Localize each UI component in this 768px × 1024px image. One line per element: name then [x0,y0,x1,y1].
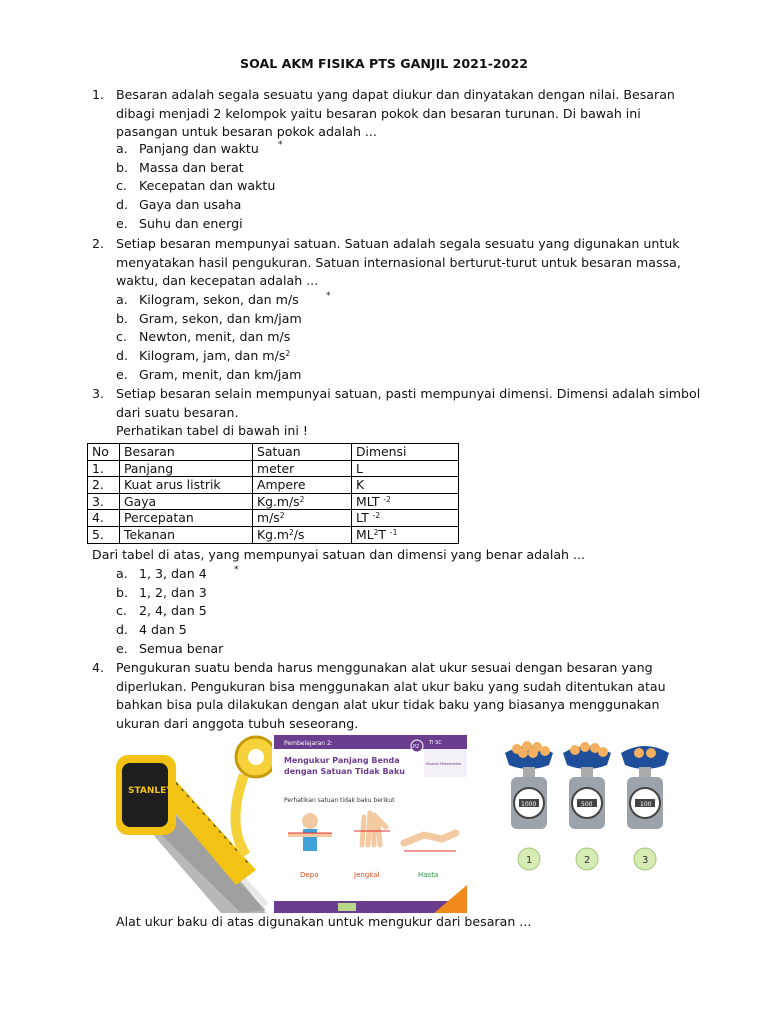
image-question: Alat ukur baku di atas digunakan untuk mengukur dari besaran ... [116,914,532,929]
table-row: 4. Percepatan $m/s^2$ LT $^{-2}$ [88,510,459,527]
measurement-images [116,735,702,913]
slide-badge: P2 [413,744,420,750]
table-header-row: No Besaran Satuan Dimensi [88,444,459,461]
question-3 [92,385,702,441]
document-page: SOAL AKM FISIKA PTS GANJIL 2021-2022 1. Besaran adalah segala sesuatu yang dapat diukur dan dinyatakan dengan nilai. Besaran dibagi menjadi 2 kelompok yaitu besaran pokok dan besaran turunan. Di bawah ini pasangan untuk besaran pokok adalah ... a. Panjang dan waktu * b. Massa dan berat c. Kecepatan dan waktu d. Gaya dan usaha e. Suhu dan energi 2. Setiap besaran mempunyai satuan. Satuan adalah segala sesuatu yang digunakan untuk menyatakan hasil pengukuran. Satuan internasional berturut-turut untuk besaran massa, waktu, dan kecepatan adalah ... a. Kilogram, sekon, dan m/s * b. Gram, sekon, dan km/jam c. Newton, menit, dan m/s d. Kilogram, jam, dan $m/s^2$ e. Gram, menit, dan km/jam 3. Setiap besaran selain mempunyai satuan, pasti mempunyai dimensi. Dimensi adalah simbol dari suatu besaran. Perhatikan tabel di bawah ini ! No Besaran Satuan Dimensi 1. Panjang meter L 2. Kuat arus listrik Ampere K 3. Gaya $Kg.m/s^2$ MLT $^{-2}$ 4. Percepatan $m/s^2$ LT $^{-2}$ 5. Tekanan $Kg.m^2/s$ $ML^2T$ $^{-1}$ Dari tabel di atas, yang mempunyai satuan dan dimensi yang benar adalah ... a. 1, 3, dan 4 * b. 1, 2, dan 3 c. 2, 4, dan 5 d. 4 dan 5 e. Semua benar 4. Pengukuran suatu benda harus menggunakan alat ukur sesuai dengan besaran yang diperlukan. Pengukuran bisa menggunakan alat ukur baku yang sudah ditentukan atau bahkan bisa pula dilakukan dengan alat ukur tidak baku yang biasanya menggunakan ukuran dari anggota tubuh seseorang. STANLEY Pembelajaran 2: P2 TI SC Muatan Matematika Mengukur Panjang Benda dengan Satuan Tidak Baku Perhatikan satuan tidak baku berikut Depa Jengkal Hasta 1000 1 500 2 100 3 Alat ukur baku di atas digunakan untuk mengukur dari besaran ... [0,0,768,1024]
slide-label-hasta: Hasta [418,871,439,879]
slide-label-jengkal: Jengkal [354,871,380,879]
question-number: 3. [92,386,105,401]
question-4 [92,659,702,734]
tape-measure-image [116,735,272,913]
table-row: 5. Tekanan $Kg.m^2/s$ $ML^2T$ $^{-1}$ [88,526,459,543]
answer-mark: * [326,291,331,301]
non-standard-units-slide [274,735,467,913]
answer-mark: * [278,140,283,150]
table-row: 3. Gaya $Kg.m/s^2$ MLT $^{-2}$ [88,493,459,510]
svg-text:STANLEY: STANLEY [128,786,173,796]
scale-reading-1: 1000 [521,801,537,808]
table-row: 1. Panjang meter L [88,460,459,477]
slide-header: Pembelajaran 2: [284,740,333,747]
slide-side-text: Muatan Matematika [426,762,461,766]
dimension-table [87,443,459,544]
scale-reading-3: 100 [640,801,652,808]
page-title: SOAL AKM FISIKA PTS GANJIL 2021-2022 [240,56,528,71]
answer-mark: * [234,565,239,575]
weighing-scales-image [469,735,702,913]
slide-prompt: Perhatikan satuan tidak baku berikut [284,797,395,804]
table-intro: Perhatikan tabel di bawah ini ! [116,423,308,439]
question-text: Setiap besaran mempunyai satuan. Satuan adalah segala sesuatu yang digunakan untuk menyatakan hasil pengukuran. Satuan internasional berturut-turut untuk besaran massa, waktu, dan kecepatan adalah ... [116,236,681,289]
scale-number-2: 2 [584,855,591,866]
slide-title-line2: dengan Satuan Tidak Baku [284,767,405,776]
question-text: Setiap besaran selain mempunyai satuan, pasti mempunyai dimensi. Dimensi adalah simbol dari suatu besaran. [116,386,701,420]
question-number: 1. [92,87,105,102]
question-number: 4. [92,660,105,675]
scale-number-1: 1 [526,855,533,866]
scale-number-3: 3 [642,855,649,866]
question-text: Pengukuran suatu benda harus menggunakan alat ukur sesuai dengan besaran yang diperlukan. Pengukuran bisa menggunakan alat ukur baku yang sudah ditentukan atau bahkan bisa pula dilakukan dengan alat ukur tidak baku yang biasanya menggunakan ukuran dari anggota tubuh seseorang. [116,660,666,732]
question-number: 2. [92,236,105,251]
slide-title-line1: Mengukur Panjang Benda [284,756,400,765]
question-2 [92,235,702,291]
table-question: Dari tabel di atas, yang mempunyai satuan dan dimensi yang benar adalah ... [92,547,586,562]
slide-code: TI SC [429,740,442,746]
question-1 [92,86,702,142]
slide-label-depa: Depa [300,871,319,879]
table-row: 2. Kuat arus listrik Ampere K [88,477,459,494]
scale-reading-2: 500 [581,801,593,808]
question-text: Besaran adalah segala sesuatu yang dapat diukur dan dinyatakan dengan nilai. Besaran dibagi menjadi 2 kelompok yaitu besaran pokok dan besaran turunan. Di bawah ini pasangan untuk besaran pokok adalah ... [116,87,675,140]
